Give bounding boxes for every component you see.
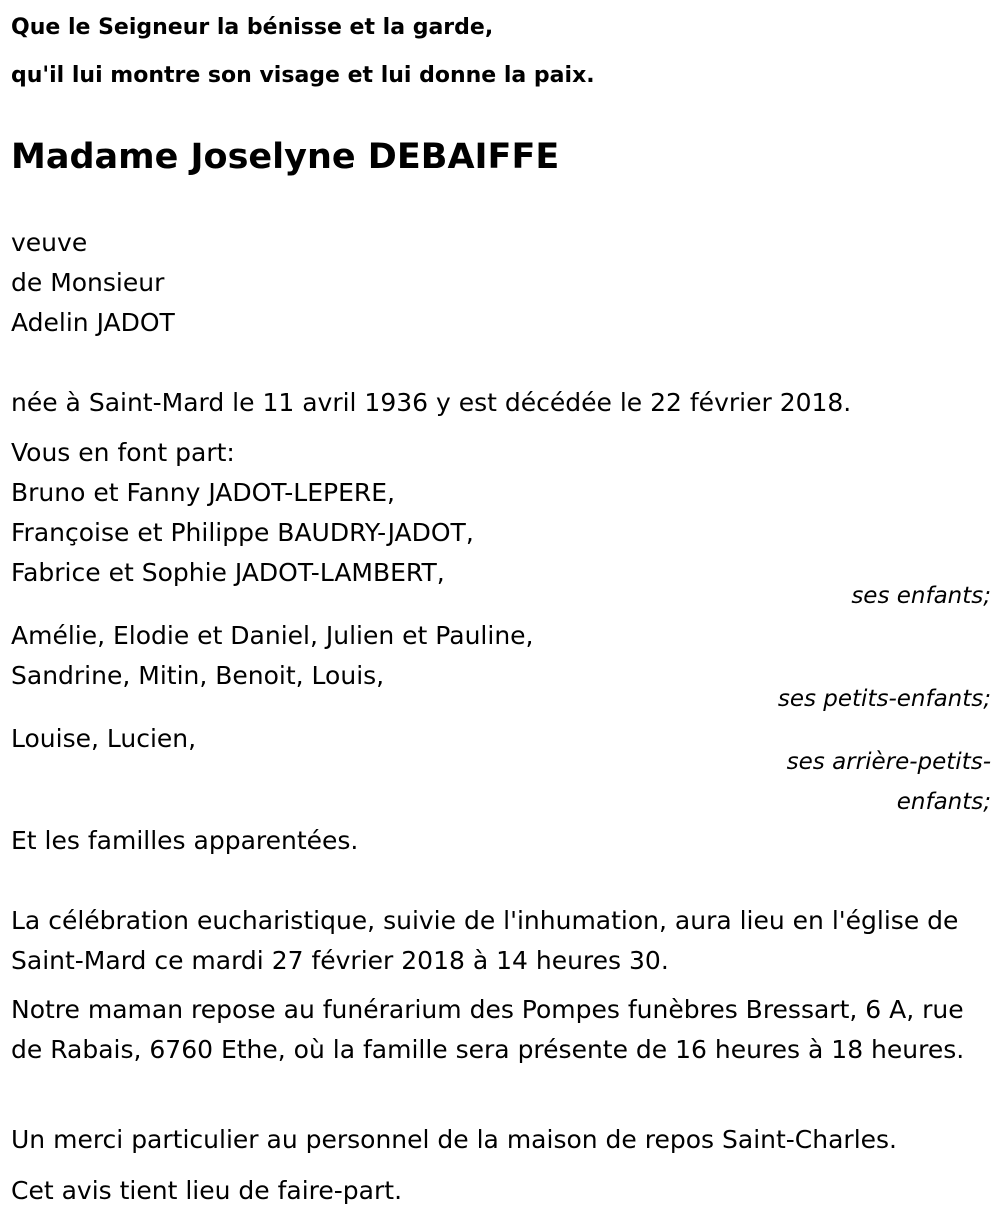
funerarium-paragraph: Notre maman repose au funérarium des Pompes funèbres Bressart, 6 A, rue de Rabais, 6760 Ethe, où la famille sera présente de 16 heures à 18 heures. bbox=[11, 995, 965, 1064]
announcement-intro: Vous en font part: bbox=[11, 438, 235, 467]
great-grandchildren-role-line-1: ses arrière-petits- bbox=[786, 749, 991, 775]
child-line-3: Fabrice et Sophie JADOT-LAMBERT, bbox=[11, 558, 445, 587]
children-role: ses enfants; bbox=[851, 583, 991, 609]
verse-line-1: Que le Seigneur la bénisse et la garde, bbox=[11, 15, 494, 40]
great-grandchild-line-1: Louise, Lucien, bbox=[11, 724, 197, 753]
birth-death-line: née à Saint-Mard le 11 avril 1936 y est décédée le 22 février 2018. bbox=[11, 388, 852, 417]
celebration-paragraph: La célébration eucharistique, suivie de l'inhumation, aura lieu en l'église de Saint-Mard ce mardi 27 février 2018 à 14 heures 30. bbox=[11, 906, 959, 975]
verse-line-2: qu'il lui montre son visage et lui donne la paix. bbox=[11, 63, 595, 88]
child-line-2: Françoise et Philippe BAUDRY-JADOT, bbox=[11, 518, 474, 547]
great-grandchildren-role-line-2: enfants; bbox=[896, 789, 991, 815]
notice-paragraph: Cet avis tient lieu de faire-part. bbox=[11, 1176, 403, 1205]
grandchild-line-2: Sandrine, Mitin, Benoit, Louis, bbox=[11, 661, 385, 690]
grandchildren-role: ses petits-enfants; bbox=[777, 686, 991, 712]
grandchild-line-1: Amélie, Elodie et Daniel, Julien et Pauline, bbox=[11, 621, 534, 650]
thanks-paragraph: Un merci particulier au personnel de la maison de repos Saint-Charles. bbox=[11, 1125, 897, 1154]
child-line-1: Bruno et Fanny JADOT-LEPERE, bbox=[11, 478, 395, 507]
deceased-name: Madame Joselyne DEBAIFFE bbox=[11, 137, 560, 177]
families-line: Et les familles apparentées. bbox=[11, 826, 359, 855]
widow-line-3: Adelin JADOT bbox=[11, 308, 175, 337]
widow-line-1: veuve bbox=[11, 228, 88, 257]
widow-line-2: de Monsieur bbox=[11, 268, 165, 297]
